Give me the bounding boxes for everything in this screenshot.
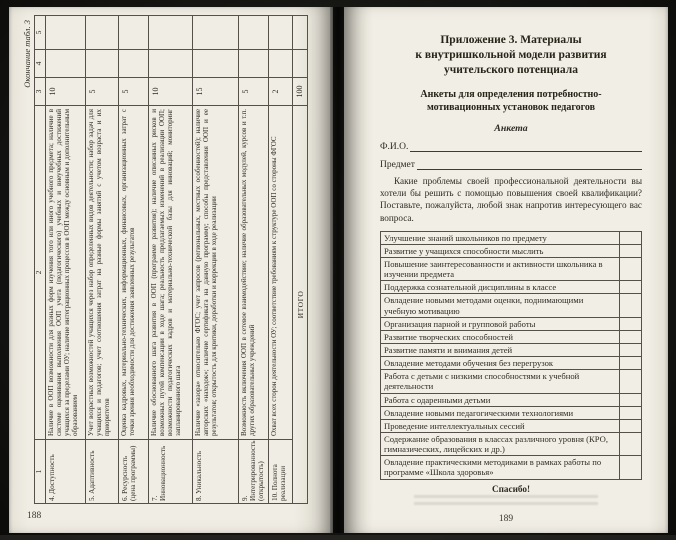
empty-cell [119,16,149,50]
empty-cell [239,16,269,50]
mark-cell [620,258,642,281]
mark-cell [620,244,642,257]
empty-cell [193,16,239,50]
empty-cell [293,50,308,78]
table-row [119,16,149,504]
option-row [381,456,642,479]
option-text: Овладение методами обучения без перегрузок [381,357,620,370]
table-row [239,16,269,504]
subject-label: Предмет [380,159,415,170]
mark-cell [620,393,642,406]
empty-cell [193,50,239,78]
criteria-score-table [34,15,308,504]
appendix-title: Приложение 3. Материалы к внутришкольной модели развития учительского потенциала [415,34,607,76]
criterion-name: 9. Интегрированность (открытость) [239,440,269,504]
col-number: 4 [35,50,46,78]
col-number: 2 [35,106,46,440]
empty-cell [46,50,86,78]
option-row [381,393,642,406]
option-text: Содержание образования в классах различного уровня (КРО, гимназических, лицейских и др.) [381,433,620,456]
mark-cell [620,357,642,370]
option-row [381,231,642,244]
option-text: Работа с одаренными детьми [381,393,620,406]
criterion-description: Охват всех сторон деятельности ОУ; соответствие требованиям к структуре ООП со стороны ФГОС [269,106,293,440]
questionnaire-subtitle: Анкеты для определения потребностно- мотивационных установок педагогов [420,88,602,113]
option-text: Проведение интеллектуальных сессий [381,419,620,432]
total-label: ИТОГО [293,106,308,504]
criterion-score: 10 [46,78,86,106]
criterion-score: 10 [149,78,193,106]
mark-cell [620,330,642,343]
page-show-through [414,495,598,507]
option-text: Улучшение знаний школьников по предмету [381,231,620,244]
criterion-score: 15 [193,78,239,106]
criterion-name: 5. Адаптивность [86,440,119,504]
mark-cell [620,433,642,456]
fio-label: Ф.И.О. [380,141,409,152]
table-row [193,16,239,504]
table-continuation-caption: Окончание табл. 3 [22,20,32,88]
column-number-row [35,16,46,504]
mark-cell [620,231,642,244]
option-text: Овладение новыми методами оценки, поднимающими учебную мотивацию [381,294,620,317]
criterion-name: 8. Уникальность [193,440,239,504]
option-row [381,370,642,393]
option-text: Организация парной и групповой работы [381,317,620,330]
criterion-description: Наличие в ООП возможности для разных форм изучения того или иного учебного предмета; наличие в системе оценивания выполнения ООП учета (педагогического) учебных и внеучебных достижений учащихся за пределами ОУ; наличие интеграционных процессов в ООП между основным и дополнительным образованием [46,106,86,440]
mark-cell [620,317,642,330]
option-row [381,330,642,343]
mark-cell [620,344,642,357]
empty-cell [293,16,308,50]
criterion-score: 2 [269,78,293,106]
table-row [46,16,86,504]
option-text: Развитие творческих способностей [381,330,620,343]
option-row [381,357,642,370]
left-page [9,7,333,533]
fio-field [380,141,642,152]
empty-cell [149,16,193,50]
mark-cell [620,419,642,432]
subject-field [380,159,642,170]
option-row [381,433,642,456]
option-text: Развитие памяти и внимания детей [381,344,620,357]
empty-cell [46,16,86,50]
form-title: Анкета [494,122,528,134]
col-number: 5 [35,16,46,50]
criterion-description: Оценка кадровых, материально-технических, информационных, финансовых, организационных затрат с точки зрения необходимости для достижения заявленных результатов [119,106,149,440]
mark-cell [620,456,642,479]
total-row [293,16,308,504]
criterion-name: 4. Доступность [46,440,86,504]
empty-cell [119,50,149,78]
table-row [86,16,119,504]
empty-cell [269,50,293,78]
option-row [381,344,642,357]
table-row [269,16,293,504]
option-text: Овладение новыми педагогическими технологиями [381,406,620,419]
total-score: 100 [293,78,308,106]
criterion-description: Наличие «зазора» относительно ФГОС; учет запросов (региональных, местных особенностей); наличие авторских «находок»; наличие сертификата на данную программу; способы представления ООП и ее результатов; открытость для критики, доработки и коррекции в ходе реализации [193,106,239,440]
option-text: Поддержка сознательной дисциплины в классе [381,281,620,294]
option-row [381,258,642,281]
criterion-name: 7. Инновационность [149,440,193,504]
option-row [381,406,642,419]
criterion-score: 5 [86,78,119,106]
option-row [381,294,642,317]
criterion-name: 6. Ресурсность (цена программы) [119,440,149,504]
option-row [381,317,642,330]
empty-cell [269,16,293,50]
criterion-description: Учет возрастных возможностей учащихся через набор определенных видов деятельности; набор задач для учащихся и педагогов; учет соотношения затрат на разные формы занятий с учетом возраста и их приоритетов [86,106,119,440]
criterion-name: 10. Полнота реализации [269,440,293,504]
criterion-description: Возможность включения ООП в сетевое взаимодействие; наличие образовательных модулей, курсов и т.п. других образовательных учреждений [239,106,269,440]
criterion-score: 5 [239,78,269,106]
option-text: Повышение заинтересованности и активности школьника в изучении предмета [381,258,620,281]
empty-cell [86,50,119,78]
col-number: 1 [35,440,46,504]
option-text: Работа с детьми с низкими способностями к учебной деятельности [381,370,620,393]
empty-cell [149,50,193,78]
questionnaire-instructions: Какие проблемы своей профессиональной деятельности вы хотели бы решить с помощью повышения своей квалификации? Поставьте, пожалуйста, любой знак напротив интересующего вас вопроса. [380,175,642,223]
option-text: Овладение практическими методиками в рамках работы по программе «Школа здоровья» [381,456,620,479]
empty-cell [239,50,269,78]
option-row [381,281,642,294]
empty-cell [86,16,119,50]
thanks-text: Спасибо! [491,483,531,494]
mark-cell [620,406,642,419]
table-row [149,16,193,504]
option-row [381,419,642,432]
mark-cell [620,281,642,294]
fio-blank-line [410,141,642,152]
criterion-description: Наличие обоснованного шага развития в ООП (программе развития); наличие описанных рисков и возможных путей компенсации в ходе шага; реальность предлагаемых изменений в реализации ООП; возможности педагогических кадров и материально-технической базы для инноваций; мониторинг запланированного шага [149,106,193,440]
rotated-table-area [22,16,318,504]
subject-blank-line [417,159,642,170]
mark-cell [620,370,642,393]
criterion-score: 5 [119,78,149,106]
option-text: Развитие у учащихся способности мыслить [381,244,620,257]
right-page [344,7,668,533]
mark-cell [620,294,642,317]
option-row [381,244,642,257]
page-number-left: 188 [27,511,42,521]
options-table [380,231,642,480]
col-number: 3 [35,78,46,106]
page-number-right: 189 [498,514,514,524]
